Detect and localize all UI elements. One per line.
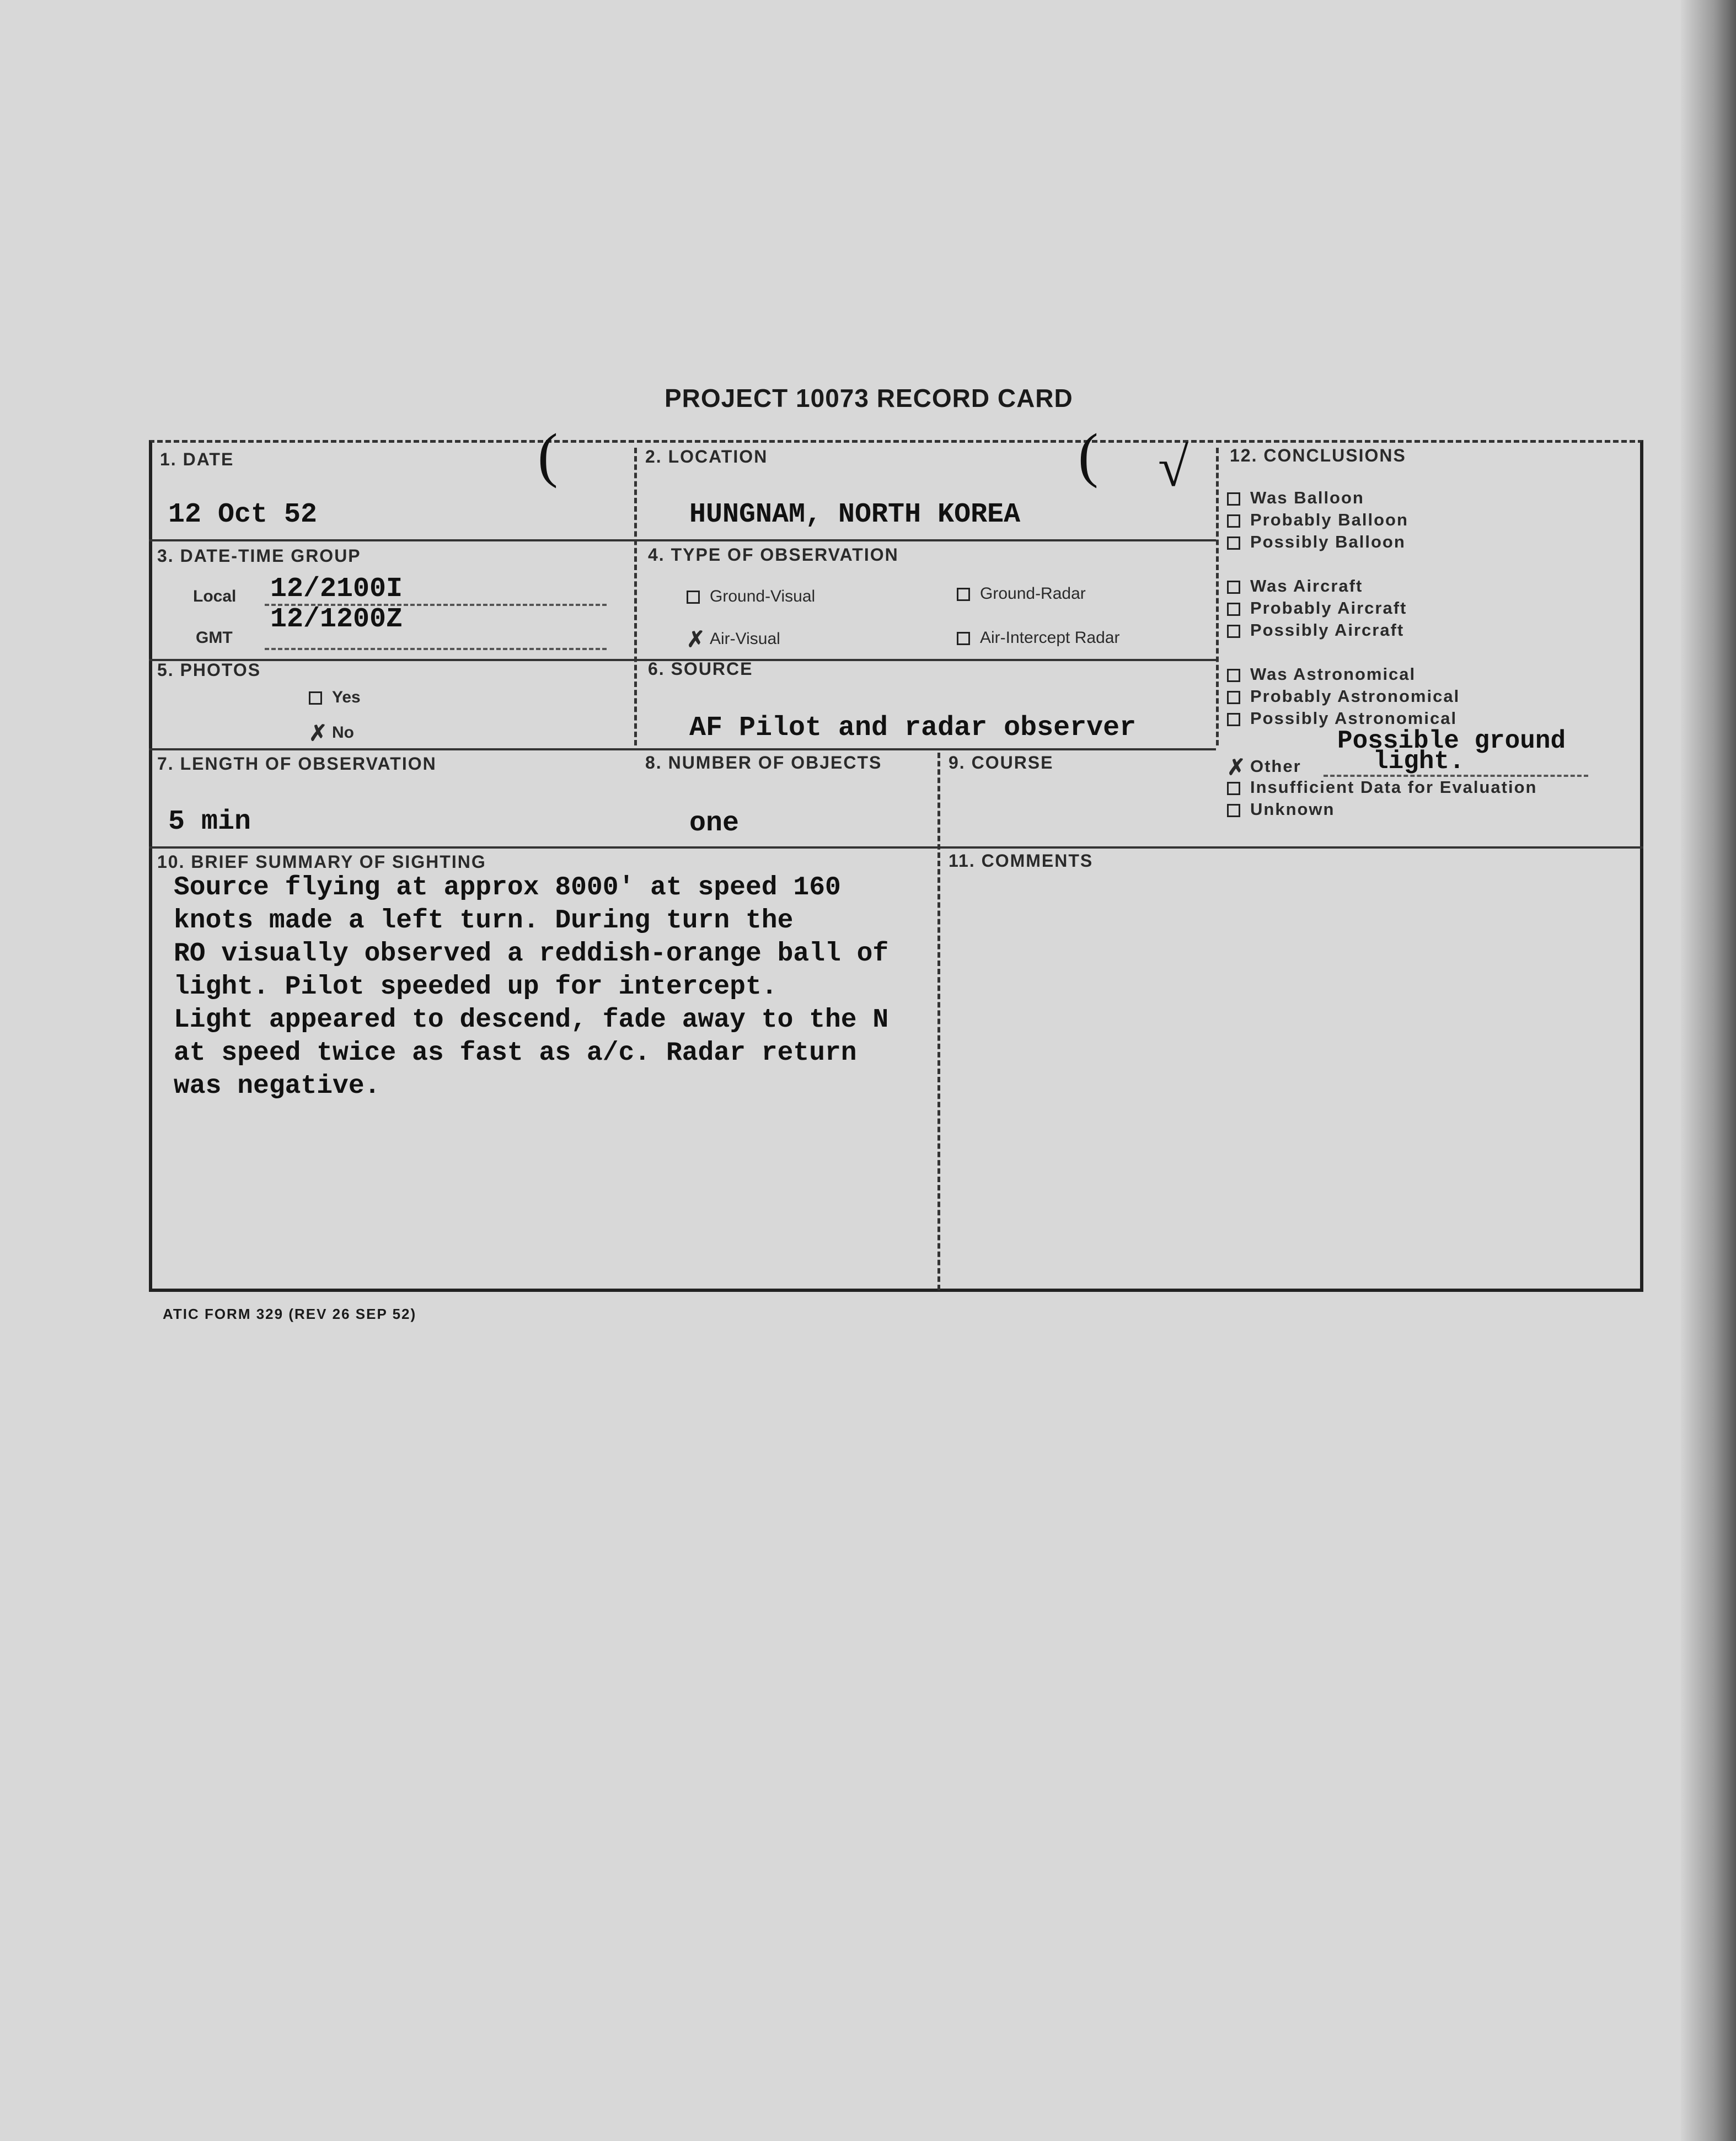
conclusion-other: ✗ Other bbox=[1227, 755, 1301, 780]
dtg-gmt-line bbox=[265, 648, 607, 650]
paren-mark-1: ( bbox=[538, 421, 558, 489]
summary-line: light. Pilot speeded up for intercept. bbox=[174, 972, 778, 1002]
divider-left-col bbox=[634, 448, 637, 745]
type-label: 4. TYPE OF OBSERVATION bbox=[648, 545, 899, 565]
photos-yes: Yes bbox=[309, 688, 361, 707]
summary-line: at speed twice as fast as a/c. Radar return bbox=[174, 1038, 857, 1068]
conclusion-probably-balloon: Probably Balloon bbox=[1227, 510, 1408, 530]
location-value: HUNGNAM, NORTH KOREA bbox=[689, 499, 1021, 530]
type-ground-visual: Ground-Visual bbox=[687, 587, 815, 606]
length-value: 5 min bbox=[168, 806, 251, 838]
card-title: PROJECT 10073 RECORD CARD bbox=[665, 384, 1073, 412]
summary-label: 10. BRIEF SUMMARY OF SIGHTING bbox=[157, 852, 486, 872]
conclusion-other-line bbox=[1324, 775, 1588, 777]
scan-edge bbox=[1681, 0, 1736, 2141]
source-value: AF Pilot and radar observer bbox=[689, 712, 1137, 744]
conclusion-possibly-astronomical: Possibly Astronomical bbox=[1227, 709, 1457, 728]
type-air-intercept: Air-Intercept Radar bbox=[957, 629, 1119, 647]
objects-label: 8. NUMBER OF OBJECTS bbox=[645, 753, 882, 772]
checkbox-air-intercept bbox=[957, 632, 970, 645]
photos-no: ✗ No bbox=[309, 721, 354, 745]
summary-line: knots made a left turn. During turn the bbox=[174, 906, 794, 936]
form-footer: ATIC FORM 329 (REV 26 SEP 52) bbox=[163, 1306, 417, 1322]
dtg-gmt-label: GMT bbox=[196, 629, 233, 647]
checked-x-other: ✗ bbox=[1227, 755, 1247, 780]
comments-label: 11. COMMENTS bbox=[949, 851, 1094, 871]
date-label: 1. DATE bbox=[160, 449, 234, 469]
conclusion-probably-aircraft: Probably Aircraft bbox=[1227, 598, 1407, 618]
dtg-label: 3. DATE-TIME GROUP bbox=[157, 546, 361, 566]
dtg-local-value: 12/2100I bbox=[270, 573, 403, 605]
conclusion-other-value-1: Possible ground bbox=[1337, 727, 1566, 755]
conclusion-was-balloon: Was Balloon bbox=[1227, 488, 1364, 508]
conclusion-possibly-aircraft: Possibly Aircraft bbox=[1227, 620, 1404, 640]
conclusion-probably-astronomical: Probably Astronomical bbox=[1227, 686, 1460, 706]
conclusion-possibly-balloon: Possibly Balloon bbox=[1227, 532, 1406, 552]
length-label: 7. LENGTH OF OBSERVATION bbox=[157, 754, 437, 774]
row-line-3 bbox=[149, 748, 1216, 750]
summary-line: Light appeared to descend, fade away to the N bbox=[174, 1005, 889, 1035]
checked-x-air-visual: ✗ bbox=[687, 627, 705, 652]
source-label: 6. SOURCE bbox=[648, 659, 753, 679]
location-label: 2. LOCATION bbox=[645, 447, 768, 466]
checkbox-ground-radar bbox=[957, 588, 970, 601]
paren-mark-2: ( bbox=[1078, 421, 1099, 489]
conclusion-was-astronomical: Was Astronomical bbox=[1227, 664, 1416, 684]
divider-right-col bbox=[1216, 448, 1219, 745]
summary-line: was negative. bbox=[174, 1071, 381, 1101]
photos-label: 5. PHOTOS bbox=[157, 660, 261, 680]
type-air-visual: ✗ Air-Visual bbox=[687, 627, 780, 652]
conclusion-insufficient-data: Insufficient Data for Evaluation bbox=[1227, 777, 1537, 797]
objects-value: one bbox=[689, 808, 740, 839]
summary-line: RO visually observed a reddish-orange ball of bbox=[174, 939, 889, 969]
checked-x-photos-no: ✗ bbox=[309, 721, 328, 745]
conclusion-was-aircraft: Was Aircraft bbox=[1227, 576, 1363, 596]
conclusions-label: 12. CONCLUSIONS bbox=[1230, 446, 1406, 465]
type-ground-radar: Ground-Radar bbox=[957, 584, 1086, 603]
summary-text bbox=[174, 871, 946, 1103]
checkbox-ground-visual bbox=[687, 591, 700, 604]
conclusion-other-value-2: light. bbox=[1373, 747, 1465, 776]
dtg-gmt-value: 12/1200Z bbox=[270, 604, 403, 635]
row-line-1 bbox=[149, 539, 1216, 541]
row-line-4 bbox=[149, 846, 1643, 849]
dtg-local-label: Local bbox=[193, 587, 237, 605]
course-label: 9. COURSE bbox=[949, 753, 1054, 772]
check-mark-icon: √ bbox=[1158, 437, 1188, 498]
checkbox-photos-yes bbox=[309, 691, 322, 705]
conclusion-unknown: Unknown bbox=[1227, 799, 1335, 819]
date-value: 12 Oct 52 bbox=[168, 499, 318, 530]
summary-line: Source flying at approx 8000' at speed 160 bbox=[174, 873, 841, 903]
